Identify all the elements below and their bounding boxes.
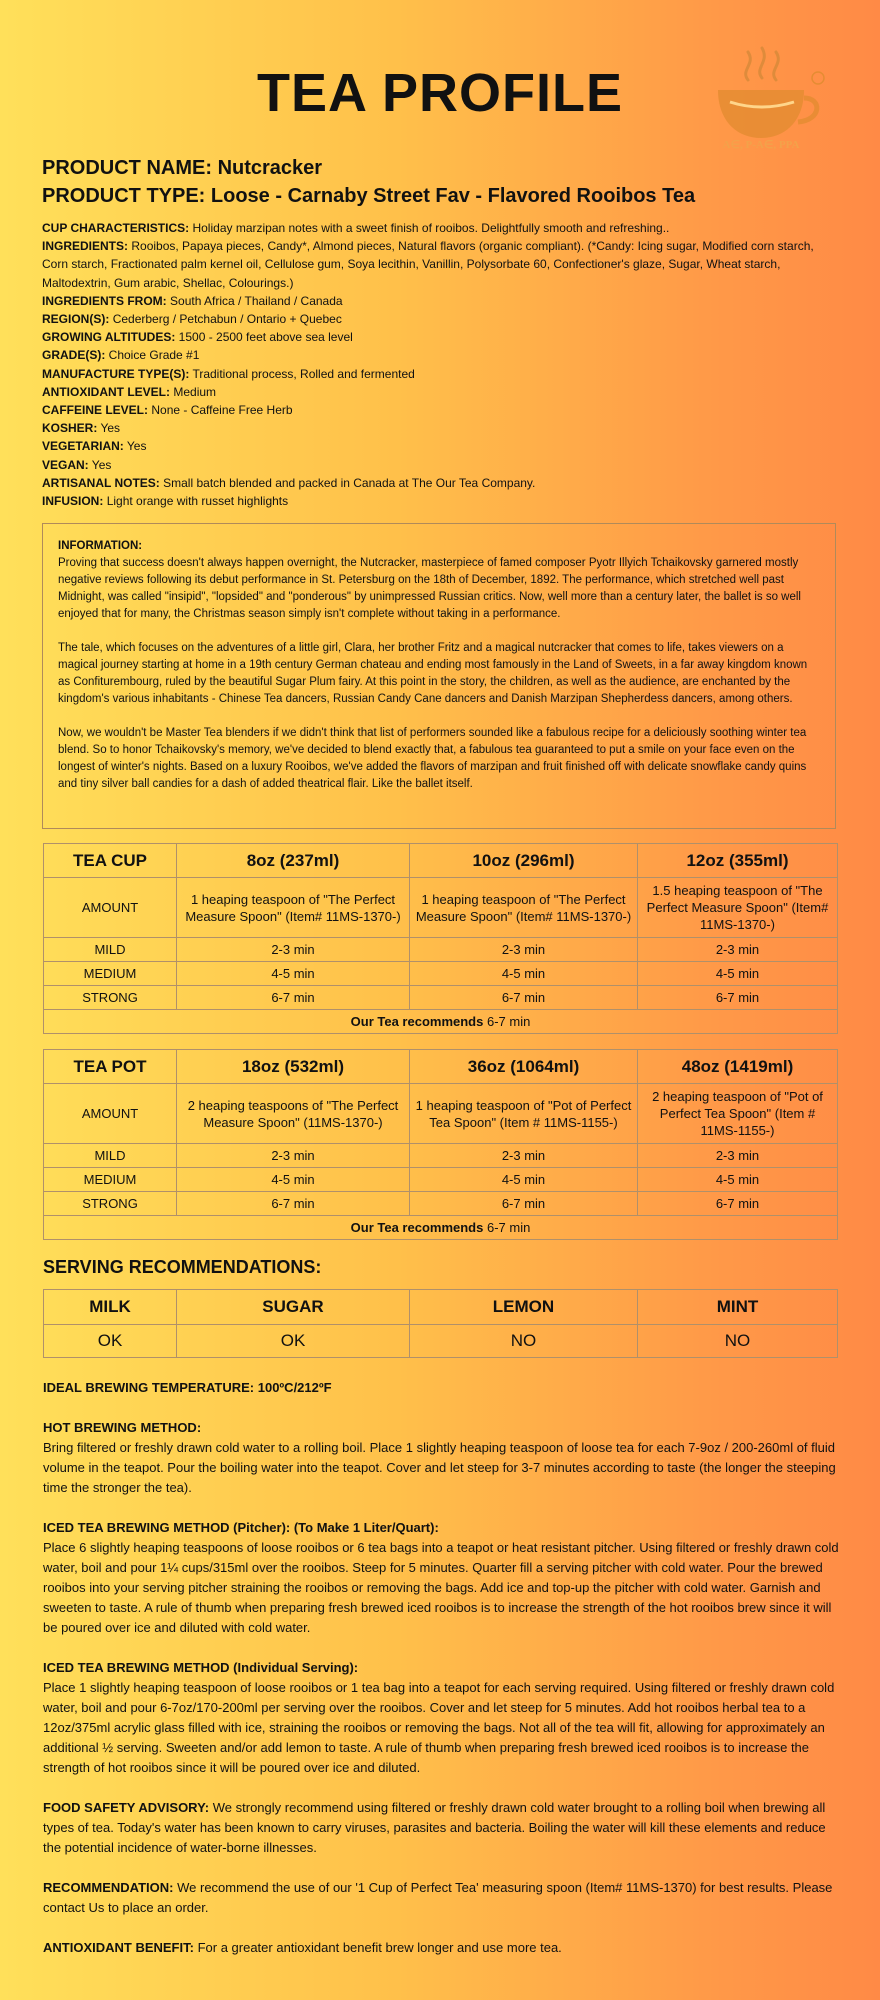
spec-label: ANTIOXIDANT LEVEL: (42, 384, 170, 399)
instruction-label: ANTIOXIDANT BENEFIT: (43, 1940, 194, 1955)
table-cell: 6-7 min (638, 986, 838, 1010)
spec-value: Rooibos, Papaya pieces, Candy*, Almond pieces, Natural flavors (organic compliant). (*Candy: Icing sugar, Modified corn starch, Corn starch, Fractionated palm kernel oil, Cellulose gum, Soya lecithin, Vanillin, Polysorbate 60, Confectioner's glaze, Sugar, Wheat starch, Maltodextrin, Gum arabic, Shellac, Colourings.) (42, 239, 814, 290)
table-cell: MEDIUM (44, 962, 177, 986)
product-heading (42, 154, 695, 210)
table-cell: 2-3 min (638, 938, 838, 962)
instruction-text: We strongly recommend using filtered or freshly drawn cold water brought to a rolling boil when brewing all types of tea. Today's water has been known to carry viruses, parasites and bacteria. Boiling the water will kill these elements and reduce the potential incidence of water-borne illnesses. (43, 1800, 826, 1855)
table-cell: OK (44, 1325, 177, 1358)
table-cell: 2-3 min (638, 1144, 838, 1168)
spec-value: None - Caffeine Free Herb (151, 403, 293, 418)
spec-item (42, 456, 842, 474)
table-cell: OK (177, 1325, 410, 1358)
spec-value: Traditional process, Rolled and fermented (192, 366, 415, 381)
table-cell: 1 heaping teaspoon of "The Perfect Measure Spoon" (Item# 11MS-1370-) (410, 878, 638, 938)
brewing-instructions (43, 1378, 843, 1978)
information-heading: INFORMATION: (58, 540, 143, 552)
spec-item (42, 310, 842, 328)
spec-value: Small batch blended and packed in Canada at The Our Tea Company. (163, 475, 536, 490)
serving-table (43, 1289, 838, 1358)
information-paragraph: The tale, which focuses on the adventures of a little girl, Clara, her brother Fritz and a magical nutcracker that comes to life, takes viewers on a magical journey starting at home in a 19th century German chateau and ending most famously in the Land of Sweets, in a far away kingdom known as Confiturembourg, ruled by the beautiful Sugar Plum fairy. At this point in the story, the children, as well as the audience, are enchanted by the kingdom's various inhabitants - Chinese Tea dancers, Russian Candy Cane dancers and Danish Marzipan Shepherdess dancers, among others. (58, 642, 808, 705)
spec-label: INGREDIENTS FROM: (42, 293, 167, 308)
spec-label: CUP CHARACTERISTICS: (42, 221, 190, 235)
table-cell: 2-3 min (410, 938, 638, 962)
spec-item (42, 419, 842, 437)
spec-value: Medium (173, 384, 217, 399)
spec-value: Yes (126, 439, 147, 454)
table-cell: 4-5 min (410, 1168, 638, 1192)
instruction-text: Place 6 slightly heaping teaspoons of loose rooibos or 6 tea bags into a teapot or heat resistant pitcher. Using filtered or freshly drawn cold water, boil and pour 1¼ cups/315ml over the rooibos. Steep for 5 minutes. Quarter fill a serving pitcher with cold water. Pour the brewed rooibos into your serving pitcher straining the rooibos or removing the bags. Add ice and top-up the pitcher with cold water. Garnish and sweeten to taste. A rule of thumb when preparing fresh brewed iced rooibos is to increase the strength of the hot rooibos brew since it will be poured over ice and diluted with cold water. (43, 1540, 839, 1635)
spec-item (42, 219, 842, 237)
spec-item (42, 383, 842, 401)
table-cell: MILD (44, 1144, 177, 1168)
table-cell: 1 heaping teaspoon of "The Perfect Measure Spoon" (Item# 11MS-1370-) (177, 878, 410, 938)
table-cell: 4-5 min (638, 962, 838, 986)
table-header: TEA CUP (44, 844, 177, 878)
table-cell: 6-7 min (638, 1192, 838, 1216)
instruction-label: HOT BREWING METHOD: (43, 1420, 202, 1435)
spec-label: VEGAN: (42, 457, 89, 472)
product-name-label: PRODUCT NAME: (42, 157, 212, 179)
spec-item (42, 474, 842, 492)
spec-label: GRADE(S): (42, 348, 106, 363)
table-cell: 6-7 min (177, 1192, 410, 1216)
table-header: MILK (44, 1290, 177, 1325)
table-cell: 6-7 min (177, 986, 410, 1010)
table-cell: 1 heaping teaspoon of "Pot of Perfect Tea Spoon" (Item # 11MS-1155-) (410, 1084, 638, 1144)
instruction-block (43, 1658, 843, 1778)
table-cell: 6-7 min (410, 986, 638, 1010)
table-cell: 2-3 min (177, 1144, 410, 1168)
svg-text:A∈, P-A∈, PPA: A∈, P-A∈, PPA (722, 139, 800, 151)
table-header: 18oz (532ml) (177, 1050, 410, 1084)
serving-heading: SERVING RECOMMENDATIONS: (43, 1257, 322, 1277)
table-cell: 4-5 min (638, 1168, 838, 1192)
instruction-label: IDEAL BREWING TEMPERATURE: 100ºC/212ºF (43, 1380, 332, 1395)
table-cell: 2-3 min (177, 938, 410, 962)
table-header: SUGAR (177, 1290, 410, 1325)
spec-value: South Africa / Thailand / Canada (170, 293, 343, 308)
table-cell: 2-3 min (410, 1144, 638, 1168)
table-cell: 4-5 min (410, 962, 638, 986)
spec-value: Choice Grade #1 (108, 348, 200, 363)
table-header: MINT (638, 1290, 838, 1325)
spec-value: Yes (100, 421, 121, 436)
table-cell: 6-7 min (410, 1192, 638, 1216)
table-header: 10oz (296ml) (410, 844, 638, 878)
spec-list (42, 219, 842, 510)
spec-item (42, 292, 842, 310)
table-header: 48oz (1419ml) (638, 1050, 838, 1084)
tea-cup-recommendation: Our Tea recommends 6-7 min (44, 1010, 838, 1034)
spec-item (42, 401, 842, 419)
instruction-label: RECOMMENDATION: (43, 1880, 174, 1895)
table-header: TEA POT (44, 1050, 177, 1084)
table-header: 8oz (237ml) (177, 844, 410, 878)
table-cell: MEDIUM (44, 1168, 177, 1192)
instruction-block (43, 1518, 843, 1638)
table-cell: STRONG (44, 1192, 177, 1216)
product-type-line (42, 182, 695, 210)
instruction-text: Place 1 slightly heaping teaspoon of loose rooibos or 1 tea bag into a teapot for each serving required. Using filtered or freshly drawn cold water, boil and pour 6-7oz/170-200ml per serving over the rooibos. Cover and let steep for 5 minutes. Add hot rooibos herbal tea to a 12oz/375ml acrylic glass filled with ice, straining the rooibos or removing the bags. Not all of the tea will fit, allowing for approximately an additional ½ serving. Sweeten and/or add lemon to taste. A rule of thumb when preparing fresh brewed iced rooibos is to increase the strength of hot rooibos since it will be poured over ice and diluted. (43, 1680, 835, 1775)
table-cell: 1.5 heaping teaspoon of "The Perfect Measure Spoon" (Item# 11MS-1370-) (638, 878, 838, 938)
spec-value: Cederberg / Petchabun / Ontario + Quebec (112, 312, 342, 327)
spec-item (42, 492, 842, 510)
table-cell: 4-5 min (177, 1168, 410, 1192)
spec-label: INFUSION: (42, 494, 104, 509)
information-paragraph: Now, we wouldn't be Master Tea blenders if we didn't think that list of performers sounded like a fabulous recipe for a deliciously soothing winter tea blend. So to honor Tchaikovsky's memory, we've decided to blend exactly that, a fabulous tea guaranteed to put a smile on your face even on the longest of winter's nights. Based on a luxury Rooibos, we've added the flavors of marzipan and fruit finished off with delicate snowflake candy quins and tiny silver ball candies for a dash of added theatrical flair. Like the ballet itself. (58, 727, 807, 790)
spec-label: CAFFEINE LEVEL: (42, 403, 149, 418)
instruction-label: FOOD SAFETY ADVISORY: (43, 1800, 210, 1815)
table-cell: NO (638, 1325, 838, 1358)
instruction-block (43, 1938, 843, 1958)
tea-cup-logo-icon (700, 42, 830, 152)
spec-item (42, 365, 842, 383)
instruction-block (43, 1378, 843, 1398)
information-paragraph: Proving that success doesn't always happen overnight, the Nutcracker, masterpiece of famed composer Pyotr Illyich Tchaikovsky garnered mostly negative reviews following its debut performance in St. Petersburg on the 18th of December, 1892. The performance, which stretched well past Midnight, was called "insipid", "lopsided" and "ponderous" by unimpressed Russian critics. Now, well more than a century later, the ballet is so well enjoyed that for many, the Christmas season simply isn't complete without taking in a performance. (58, 557, 801, 620)
instruction-text: For a greater antioxidant benefit brew longer and use more tea. (197, 1940, 562, 1955)
spec-item (42, 328, 842, 346)
spec-item (42, 346, 842, 364)
table-header: 36oz (1064ml) (410, 1050, 638, 1084)
spec-value: Yes (91, 457, 112, 472)
tea-pot-recommendation: Our Tea recommends 6-7 min (44, 1216, 838, 1240)
spec-label: REGION(S): (42, 312, 110, 327)
spec-value: 1500 - 2500 feet above sea level (178, 330, 353, 345)
instruction-label: ICED TEA BREWING METHOD (Pitcher): (To Make 1 Liter/Quart): (43, 1520, 439, 1535)
spec-item (42, 237, 842, 292)
table-cell: AMOUNT (44, 878, 177, 938)
spec-label: MANUFACTURE TYPE(S): (42, 366, 190, 381)
instruction-label: ICED TEA BREWING METHOD (Individual Serving): (43, 1660, 359, 1675)
instruction-text: We recommend the use of our '1 Cup of Perfect Tea' measuring spoon (Item# 11MS-1370) for best results. Please contact Us to place an order. (43, 1880, 833, 1915)
spec-label: GROWING ALTITUDES: (42, 330, 176, 345)
tea-pot-table (43, 1049, 838, 1240)
spec-label: INGREDIENTS: (42, 239, 129, 254)
spec-item (42, 437, 842, 455)
table-cell: 2 heaping teaspoon of "Pot of Perfect Tea Spoon" (Item # 11MS-1155-) (638, 1084, 838, 1144)
table-header: 12oz (355ml) (638, 844, 838, 878)
table-header: LEMON (410, 1290, 638, 1325)
table-cell: STRONG (44, 986, 177, 1010)
table-cell: 4-5 min (177, 962, 410, 986)
spec-value: Holiday marzipan notes with a sweet finish of rooibos. Delightfully smooth and refreshing.. (192, 221, 670, 235)
table-cell: NO (410, 1325, 638, 1358)
instruction-text: Bring filtered or freshly drawn cold water to a rolling boil. Place 1 slightly heaping teaspoon of loose tea for each 7-9oz / 200-260ml of fluid volume in the teapot. Pour the boiling water into the teapot. Cover and let steep for 3-7 minutes according to taste (the longer the steeping time the stronger the tea). (43, 1440, 836, 1495)
page-title: TEA PROFILE (256, 63, 623, 123)
product-name-line (42, 154, 695, 182)
information-box (42, 523, 836, 829)
spec-label: KOSHER: (42, 421, 98, 436)
product-type-label: PRODUCT TYPE: (42, 185, 206, 207)
spec-label: ARTISANAL NOTES: (42, 475, 160, 490)
instruction-block (43, 1878, 843, 1918)
instruction-block (43, 1798, 843, 1858)
tea-cup-table (43, 843, 838, 1034)
table-cell: AMOUNT (44, 1084, 177, 1144)
instruction-block (43, 1418, 843, 1498)
table-cell: 2 heaping teaspoons of "The Perfect Measure Spoon" (11MS-1370-) (177, 1084, 410, 1144)
spec-label: VEGETARIAN: (42, 439, 124, 454)
product-type: Loose - Carnaby Street Fav - Flavored Rooibos Tea (210, 185, 696, 207)
product-name: Nutcracker (217, 157, 323, 179)
spec-value: Light orange with russet highlights (106, 494, 289, 509)
table-cell: MILD (44, 938, 177, 962)
